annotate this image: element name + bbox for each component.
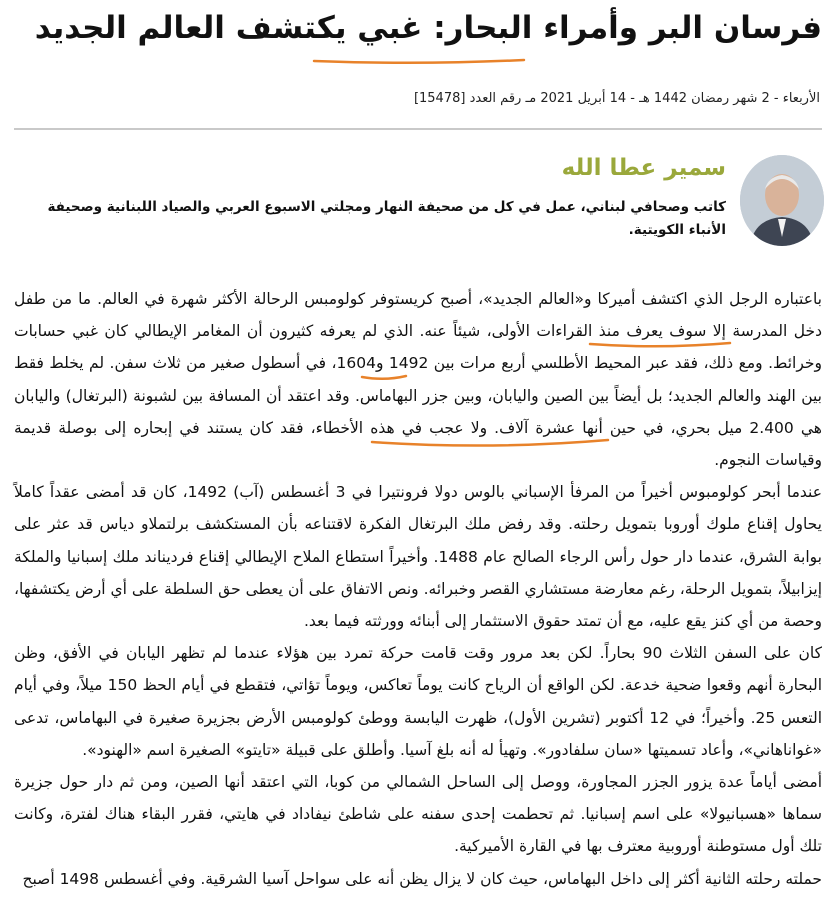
paragraph-text: ، في أسطول صغير من ثلاث سفن. لم يخلط فقط بين الهند والعالم الجديد؛ بل أيضاً بين الصين واليابان، وبين جزر البهاماس. وقد اعتقد أن المسافة بين لشبونة (البرتغال) واليابان هي 2.400 ميل بحري، في حين أنها عشرة آلاف. bbox=[14, 354, 822, 437]
paragraph-text: باعتباره الرجل الذي اكتشف أميركا و«العالم الجديد»، أصبح كريستوفر كولومبس الرحالة الأكثر شهرة في العالم. ما من طفل دخل المدرسة إلا سوف يعرف منذ القراءات الأولى، شيئاً عنه. الذي لم يعرفه كثيرون أن المغامر bbox=[14, 290, 822, 341]
paragraph-text: حسابات وخرائط. ومع ذلك، فقد عبر المحيط الأطلسي أربع مرات بين 1492 و bbox=[14, 322, 822, 373]
paragraph-text: ، فقد كان يستند في إبحاره إلى بوصلة قديمة وقياسات النجوم. bbox=[14, 418, 822, 470]
highlighted-number: 1604 bbox=[336, 354, 376, 373]
headline-annotation-underline bbox=[312, 56, 526, 66]
article-body bbox=[14, 283, 822, 895]
author-avatar bbox=[740, 155, 824, 246]
highlighted-phrase: الإيطالي كان غبي bbox=[72, 322, 187, 341]
article-paragraph: كان على السفن الثلاث 90 بحاراً. لكن بعد مرور وقت قامت حركة تمرد بين هؤلاء عندما لم تظهر اليابان في الأفق، وظن البحارة أنهم وقعوا ضحية خدعة. لكن الواقع أن الرياح كانت يوماً تعاكس، ويوماً تؤاتي، فتقطع في أيام الحظ 150 ميلاً، وفي أيام التعس 25. وأخيراً؛ في 12 أكتوبر (تشرين الأول)، ظهرت اليابسة ووطئ كولومبس الأرض بجزيرة صغيرة في البهاماس، تدعى «غواناهاني»، وأعاد تسميتها «سان سلفادور». وتهيأ له أنه بلغ آسيا. وأطلق على قبيلة «تايتو» الصغيرة اسم «الهنود». bbox=[14, 644, 823, 759]
article-paragraph bbox=[14, 283, 822, 476]
headline: فرسان البر وأمراء البحار: غبي يكتشف العالم الجديد bbox=[34, 10, 822, 46]
article-paragraph: حملته رحلته الثانية أكثر إلى داخل البهاماس، حيث كان لا يزال يظن أنه على سواحل آسيا الشرقية. وفي أغسطس 1498 أصبح bbox=[22, 869, 822, 888]
article-paragraph: عندما أبحر كولومبوس أخيراً من المرفأ الإسباني بالوس دولا فرونتيرا في 3 أغسطس (آب) 1492، كان قد أمضى عقداً كاملاً يحاول إقناع ملوك أوروبا بتمويل رحلته. وقد رفض ملك البرتغال الفكرة لاقتناعه بأن المستكشف برلتملاو دياس قد عثر على بوابة الشرق، عندما دار حول رأس الرجاء الصالح عام 1488. وأخيراً استطاع الملاح الإيطالي إقناع فرديناند ملك إسبانيا والملكة إيزابيلاً، بتمويل الرحلة، رغم معارضة مستشاري القصر وخبرائه. ونص الاتفاق على أن يعطى حق السلطة على أي أرض يكتشفها، وحصة من أي كنز يقع عليه، مع أن تمتد حقوق الاستثمار إلى أبنائه وورثته فيما بعد. bbox=[14, 483, 822, 631]
publish-date-line: الأربعاء - 2 شهر رمضان 1442 هـ - 14 أبريل 2021 مـ رقم العدد [15478] bbox=[413, 91, 820, 106]
highlighted-phrase: ولا عجب في هذه الأخطاء bbox=[315, 418, 488, 437]
header-divider bbox=[14, 128, 822, 130]
author-name[interactable]: سمير عطا الله bbox=[561, 155, 726, 181]
article-paragraph: أمضى أياماً عدة يزور الجزر المجاورة، ووصل إلى الساحل الشمالي من كوبا، التي اعتقد أنها الصين، ومن ثم دار حول جزيرة سماها «هسبانيولا» على اسم إسبانيا. ثم تحطمت إحدى سفنه على شاطئ نيفاداد في هايتي، فقرر البقاء هناك لفترة، وكانت تلك أول مستوطنة أوروبية معترف بها في القارة الأميركية. bbox=[14, 773, 822, 856]
author-bio: كاتب وصحافي لبناني، عمل في كل من صحيفة النهار ومجلتي الاسبوع العربي والصياد اللبنانية وصحيفة الأنباء الكويتية. bbox=[47, 199, 726, 238]
